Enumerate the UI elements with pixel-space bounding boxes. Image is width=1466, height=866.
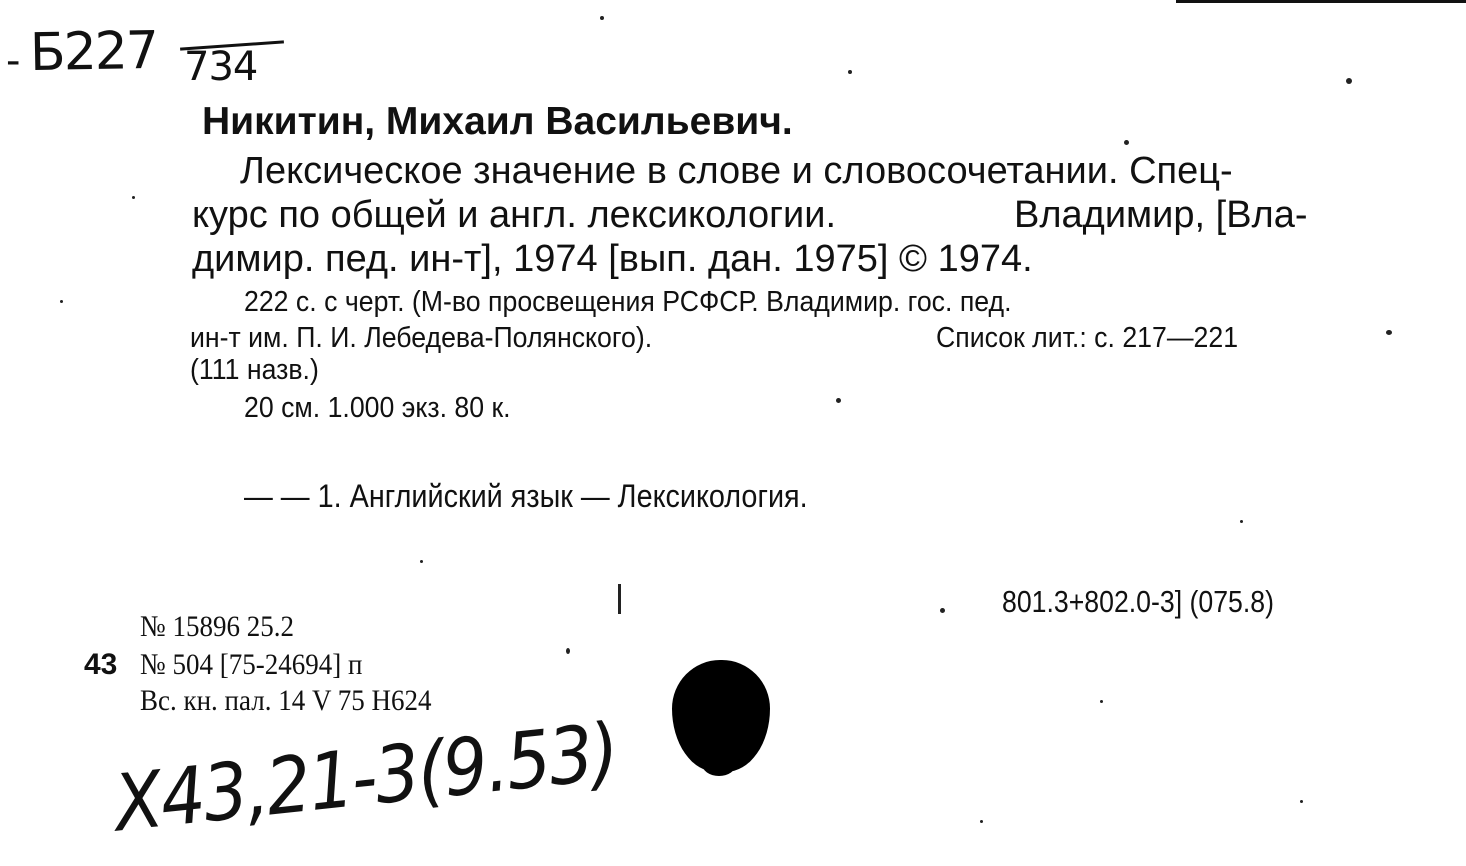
punch-hole-tear: [702, 752, 736, 776]
title-line-3: димир. пед. ин-т], 1974 [вып. дан. 1975] © 1974.: [192, 238, 1033, 280]
scan-speck: [420, 560, 423, 563]
scan-speck: [940, 608, 945, 613]
scan-speck: [1124, 140, 1129, 145]
scan-speck: [1386, 330, 1392, 335]
author-heading: Никитин, Михаил Васильевич.: [202, 100, 793, 143]
shelf-mark-main: Б227: [29, 20, 158, 84]
scan-speck: [1240, 520, 1243, 523]
subject-heading: — — 1. Английский язык — Лексикология.: [244, 478, 808, 514]
scan-speck: [1346, 78, 1352, 84]
scan-speck: [1300, 800, 1303, 803]
collation-line-2: ин-т им. П. И. Лебедева-Полянского).: [190, 322, 653, 354]
scan-speck: [566, 648, 570, 654]
handwritten-classification: Х43,21-3(9.53): [110, 707, 622, 850]
collation-line-1: 222 с. с черт. (М-во просвещения РСФСР. Владимир. гос. пед.: [244, 286, 1012, 318]
record-line-2-prefix: 43: [84, 648, 118, 681]
scan-mark: [618, 584, 621, 614]
size-price-line: 20 см. 1.000 экз. 80 к.: [244, 392, 511, 424]
scan-speck: [600, 16, 604, 20]
title-line-1: Лексическое значение в слове и словосочетании. Спец-: [240, 150, 1233, 192]
record-line-1: № 15896 25.2: [140, 610, 295, 643]
title-line-2: курс по общей и англ. лексикологии.: [192, 194, 836, 236]
collation-line-3: (111 назв.): [190, 354, 319, 386]
bibliography-note: Список лит.: с. 217—221: [936, 322, 1239, 354]
scan-speck: [132, 196, 135, 199]
shelf-mark-dash: -: [6, 38, 21, 84]
record-line-2: № 504 [75-24694] п: [140, 648, 363, 681]
scan-speck: [848, 70, 852, 74]
scan-speck: [1100, 700, 1103, 703]
imprint-place: Владимир, [Вла-: [1014, 194, 1308, 236]
record-line-3: Вс. кн. пал. 14 V 75 Н624: [140, 684, 432, 717]
scan-speck: [836, 398, 841, 403]
scan-speck: [60, 300, 63, 303]
shelf-mark-sub: 734: [184, 44, 258, 90]
udc-classification: 801.3+802.0-3] (075.8): [1002, 584, 1275, 619]
scan-edge-line: [1176, 0, 1466, 3]
scan-speck: [980, 820, 983, 823]
